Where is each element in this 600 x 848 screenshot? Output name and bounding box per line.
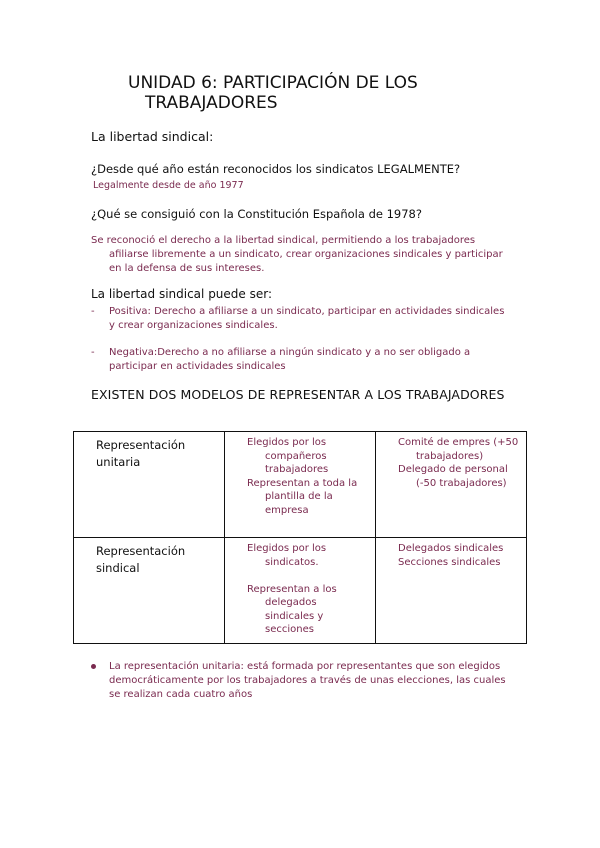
page-title-line-2: TRABAJADORES [145, 93, 278, 113]
question-1: ¿Desde qué año están reconocidos los sindicatos LEGALMENTE? [91, 162, 461, 176]
cell-line: Representan a toda la [247, 477, 358, 489]
section-heading-libertad-sindical: La libertad sindical: [91, 129, 214, 144]
table-cell [225, 432, 376, 538]
list-item-line: participar en actividades sindicales [109, 361, 286, 372]
answer-2 [91, 234, 503, 276]
cell-line: Elegidos por los [247, 543, 327, 554]
dash-marker: - [91, 347, 95, 358]
dash-marker: - [91, 306, 95, 317]
cell-line: Representan a los [247, 583, 337, 595]
answer-2-line: en la defensa de sus intereses. [109, 263, 265, 274]
table-cell [376, 538, 527, 644]
cell-line: secciones [265, 624, 314, 635]
cell-line: empresa [265, 504, 309, 516]
list-item-negativa [91, 346, 470, 374]
answer-1: Legalmente desde de año 1977 [93, 180, 244, 191]
table-cell [376, 432, 527, 538]
cell-line: plantilla de la [265, 491, 333, 502]
models-heading: EXISTEN DOS MODELOS DE REPRESENTAR A LOS TRABAJADORES [91, 387, 505, 402]
cell-line: sindicales y [265, 610, 324, 622]
list-item-positiva [91, 305, 504, 333]
page-title-line-1: UNIDAD 6: PARTICIPACIÓN DE LOS [128, 73, 418, 93]
bullet-line: democráticamente por los trabajadores a través de unas elecciones, las cuales [109, 675, 506, 686]
list-item-line: Positiva: Derecho a afiliarse a un sindicato, participar en actividades sindicales [109, 306, 505, 317]
cell-line: Delegado de personal [398, 464, 508, 475]
cell-line: trabajadores) [416, 450, 484, 462]
question-2: ¿Qué se consiguió con la Constitución Española de 1978? [91, 207, 422, 221]
cell-line: Secciones sindicales [398, 556, 501, 568]
table-cell-header [74, 432, 225, 538]
representation-table [73, 431, 527, 644]
cell-line: trabajadores [265, 464, 329, 475]
bullet-line: La representación unitaria: está formada por representantes que son elegidos [109, 661, 501, 672]
table-row [74, 432, 527, 538]
table-row [74, 538, 527, 644]
cell-line: Comité de empres (+50 [398, 437, 519, 448]
row-header-line: Representación [96, 438, 186, 452]
answer-2-line: Se reconoció el derecho a la libertad sindical, permitiendo a los trabajadores [91, 235, 476, 246]
table-cell-header [74, 538, 225, 644]
cell-line: Delegados sindicales [398, 543, 504, 554]
cell-line: delegados [265, 597, 317, 608]
list-item-line: Negativa:Derecho a no afiliarse a ningún sindicato y a no ser obligado a [109, 347, 471, 358]
row-header-line: unitaria [96, 455, 141, 469]
list-item-line: y crear organizaciones sindicales. [109, 320, 278, 331]
answer-2-line: afiliarse libremente a un sindicato, crear organizaciones sindicales y participar [109, 249, 503, 260]
bullet-line: se realizan cada cuatro años [109, 689, 253, 700]
bullet-icon [91, 664, 96, 669]
row-header-line: sindical [96, 561, 140, 575]
cell-line: sindicatos. [265, 556, 319, 568]
cell-line: compañeros [265, 450, 327, 462]
cell-line-spacer [247, 569, 369, 583]
page-title [128, 73, 418, 113]
freedom-heading: La libertad sindical puede ser: [91, 287, 273, 301]
table-cell [225, 538, 376, 644]
cell-line: (-50 trabajadores) [416, 477, 507, 489]
row-header-line: Representación [96, 544, 186, 558]
cell-line: Elegidos por los [247, 437, 327, 448]
